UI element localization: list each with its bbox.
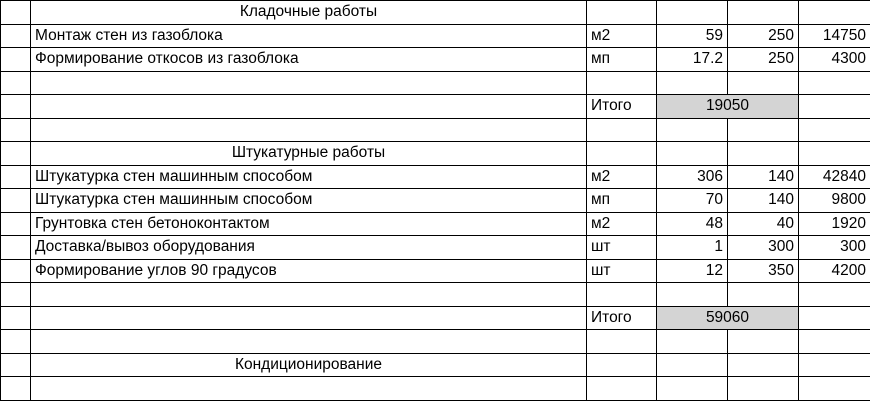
- cell-blank[interactable]: [728, 283, 799, 307]
- quantity-cell[interactable]: 48: [657, 212, 728, 236]
- cell-blank[interactable]: [1, 1, 31, 25]
- total-row: [1, 95, 870, 119]
- cell-blank[interactable]: [799, 71, 870, 95]
- quantity-cell[interactable]: 70: [657, 189, 728, 213]
- section-title-row: [1, 353, 870, 377]
- sum-cell[interactable]: 14750: [799, 24, 870, 48]
- cell-blank[interactable]: [657, 330, 728, 354]
- work-name-cell[interactable]: Формирование откосов из газоблока: [31, 48, 587, 72]
- cell-blank[interactable]: [728, 330, 799, 354]
- total-value[interactable]: 19050: [657, 95, 799, 119]
- work-name-cell[interactable]: Монтаж стен из газоблока: [31, 24, 587, 48]
- total-row: [1, 306, 870, 330]
- cell-blank[interactable]: [587, 142, 657, 166]
- price-cell[interactable]: 250: [728, 48, 799, 72]
- cell-blank[interactable]: [1, 142, 31, 166]
- cell-blank[interactable]: [799, 1, 870, 25]
- cell-blank[interactable]: [587, 330, 657, 354]
- empty-row: [1, 377, 870, 401]
- cell-blank[interactable]: [1, 377, 31, 401]
- cell-blank[interactable]: [728, 142, 799, 166]
- unit-cell[interactable]: шт: [587, 259, 657, 283]
- section-title-row: [1, 1, 870, 25]
- quantity-cell[interactable]: 1: [657, 236, 728, 260]
- cell-blank[interactable]: [587, 283, 657, 307]
- cell-blank[interactable]: [1, 330, 31, 354]
- work-name-cell[interactable]: Штукатурка стен машинным способом: [31, 189, 587, 213]
- work-name-cell[interactable]: Штукатурка стен машинным способом: [31, 165, 587, 189]
- work-name-cell[interactable]: Формирование углов 90 градусов: [31, 259, 587, 283]
- cell-blank[interactable]: [31, 377, 587, 401]
- table-row: [1, 48, 870, 72]
- empty-row: [1, 283, 870, 307]
- sum-cell[interactable]: 4200: [799, 259, 870, 283]
- price-cell[interactable]: 300: [728, 236, 799, 260]
- cell-blank[interactable]: [587, 118, 657, 142]
- cell-blank[interactable]: [587, 71, 657, 95]
- empty-row: [1, 330, 870, 354]
- cell-blank[interactable]: [31, 95, 587, 119]
- cell-blank[interactable]: [657, 118, 728, 142]
- section-title[interactable]: Кладочные работы: [31, 1, 587, 25]
- price-cell[interactable]: 350: [728, 259, 799, 283]
- cell-blank[interactable]: [799, 330, 870, 354]
- cell-blank[interactable]: [1, 24, 31, 48]
- unit-cell[interactable]: мп: [587, 189, 657, 213]
- price-cell[interactable]: 140: [728, 189, 799, 213]
- unit-cell[interactable]: м2: [587, 165, 657, 189]
- total-label[interactable]: Итого: [587, 95, 657, 119]
- cell-blank[interactable]: [1, 259, 31, 283]
- cell-blank[interactable]: [1, 71, 31, 95]
- cell-blank[interactable]: [728, 353, 799, 377]
- cell-blank[interactable]: [1, 306, 31, 330]
- sum-cell[interactable]: 42840: [799, 165, 870, 189]
- sum-cell[interactable]: 300: [799, 236, 870, 260]
- cell-blank[interactable]: [728, 1, 799, 25]
- cell-blank[interactable]: [31, 306, 587, 330]
- cell-blank[interactable]: [31, 71, 587, 95]
- cell-blank[interactable]: [1, 283, 31, 307]
- cell-blank[interactable]: [587, 377, 657, 401]
- cell-blank[interactable]: [1, 353, 31, 377]
- work-name-cell[interactable]: Доставка/вывоз оборудования: [31, 236, 587, 260]
- cell-blank[interactable]: [31, 330, 587, 354]
- cell-blank[interactable]: [1, 48, 31, 72]
- cell-blank[interactable]: [728, 377, 799, 401]
- cell-blank[interactable]: [657, 71, 728, 95]
- sum-cell[interactable]: 9800: [799, 189, 870, 213]
- cell-blank[interactable]: [799, 306, 870, 330]
- cell-blank[interactable]: [1, 189, 31, 213]
- quantity-cell[interactable]: 306: [657, 165, 728, 189]
- quantity-cell[interactable]: 12: [657, 259, 728, 283]
- sum-cell[interactable]: 1920: [799, 212, 870, 236]
- cell-blank[interactable]: [1, 95, 31, 119]
- table-row: [1, 212, 870, 236]
- table-row: [1, 259, 870, 283]
- cell-blank[interactable]: [657, 283, 728, 307]
- work-name-cell[interactable]: Грунтовка стен бетоноконтактом: [31, 212, 587, 236]
- cell-blank[interactable]: [799, 95, 870, 119]
- empty-row: [1, 118, 870, 142]
- total-value[interactable]: 59060: [657, 306, 799, 330]
- table-row: [1, 236, 870, 260]
- cell-blank[interactable]: [1, 236, 31, 260]
- cell-blank[interactable]: [31, 283, 587, 307]
- unit-cell[interactable]: шт: [587, 236, 657, 260]
- total-label[interactable]: Итого: [587, 306, 657, 330]
- price-cell[interactable]: 250: [728, 24, 799, 48]
- unit-cell[interactable]: м2: [587, 212, 657, 236]
- sum-cell[interactable]: 4300: [799, 48, 870, 72]
- cell-blank[interactable]: [799, 377, 870, 401]
- cell-blank[interactable]: [799, 353, 870, 377]
- unit-cell[interactable]: м2: [587, 24, 657, 48]
- cell-blank[interactable]: [657, 142, 728, 166]
- table-row: [1, 24, 870, 48]
- unit-cell[interactable]: мп: [587, 48, 657, 72]
- cell-blank[interactable]: [1, 212, 31, 236]
- cell-blank[interactable]: [1, 165, 31, 189]
- table-row: [1, 189, 870, 213]
- cell-blank[interactable]: [799, 283, 870, 307]
- price-cell[interactable]: 140: [728, 165, 799, 189]
- cell-blank[interactable]: [587, 1, 657, 25]
- cell-blank[interactable]: [587, 353, 657, 377]
- cell-blank[interactable]: [728, 118, 799, 142]
- section-title[interactable]: Штукатурные работы: [31, 142, 587, 166]
- cell-blank[interactable]: [657, 1, 728, 25]
- cell-blank[interactable]: [728, 71, 799, 95]
- table-row: [1, 165, 870, 189]
- quantity-cell[interactable]: 59: [657, 24, 728, 48]
- price-cell[interactable]: 40: [728, 212, 799, 236]
- cell-blank[interactable]: [799, 118, 870, 142]
- cell-blank[interactable]: [657, 353, 728, 377]
- cell-blank[interactable]: [31, 118, 587, 142]
- section-title-row: [1, 142, 870, 166]
- empty-row: [1, 71, 870, 95]
- cell-blank[interactable]: [1, 118, 31, 142]
- cell-blank[interactable]: [799, 142, 870, 166]
- quantity-cell[interactable]: 17.2: [657, 48, 728, 72]
- section-title[interactable]: Кондиционирование: [31, 353, 587, 377]
- cell-blank[interactable]: [657, 377, 728, 401]
